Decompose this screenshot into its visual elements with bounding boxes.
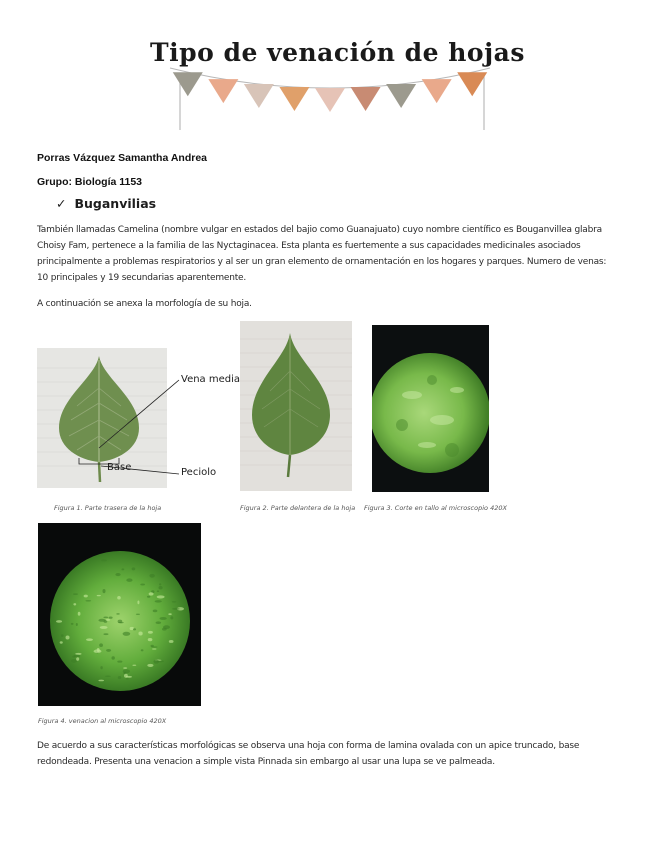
bunting-flag <box>422 79 452 103</box>
figure-2-caption: Figura 2. Parte delantera de la hoja <box>240 504 356 512</box>
bunting-flag <box>244 84 274 108</box>
figure-1-caption: Figura 1. Parte trasera de la hoja <box>54 504 162 512</box>
checkmark-icon: ✓ <box>56 196 67 211</box>
figure-4-caption: Figura 4. venacion al microscopio 420X <box>38 717 167 725</box>
page-title: Tipo de venación de hojas <box>150 38 525 67</box>
paragraph-conclusion: De acuerdo a sus características morfológicas se observa una hoja con forma de lamina ovalada con un apice truncado, base redondeada. Presenta una venacion a simple vista Pinnada sin embargo al usar una lupa se ve palmeada. <box>37 741 580 767</box>
bunting-flag <box>351 87 381 111</box>
group-label: Grupo: Biología 1153 <box>37 176 143 188</box>
figure-3-photo <box>372 325 489 492</box>
figure-2-photo <box>240 321 352 491</box>
figure-3-caption: Figura 3. Corte en tallo al microscopio 420X <box>364 504 507 512</box>
author-name: Porras Vázquez Samantha Andrea <box>37 152 207 164</box>
bunting-flag <box>457 72 487 96</box>
bunting-flag <box>386 84 416 108</box>
figure-4-photo <box>38 523 201 706</box>
section-heading-text: Buganvilias <box>74 196 157 211</box>
bunting-flag <box>208 79 238 103</box>
bunting-flag <box>173 72 203 96</box>
paragraph-description: También llamadas Camelina (nombre vulgar en estados del bajio como Guanajuato) cuyo nombre científico es Bouganvillea glabra Choisy Fam, pertenece a la familia de las Nyctaginacea. Esta planta es fuertemente a sus capacidades medicinales asociados principalmente a problemas respiratorios y al ser un gran elemento de ornamentación en los hogares y parques. Numero de venas: 10 principales y 19 secundarias aparentemente. <box>37 225 607 283</box>
section-heading <box>56 196 156 211</box>
label-base: Base <box>107 462 132 473</box>
label-vena-media: Vena media <box>181 374 241 385</box>
bunting-flag <box>279 87 309 111</box>
paragraph-intro-morphology: A continuación se anexa la morfología de su hoja. <box>37 299 252 309</box>
label-peciolo: Peciolo <box>181 467 217 478</box>
bunting-flag <box>315 88 345 112</box>
